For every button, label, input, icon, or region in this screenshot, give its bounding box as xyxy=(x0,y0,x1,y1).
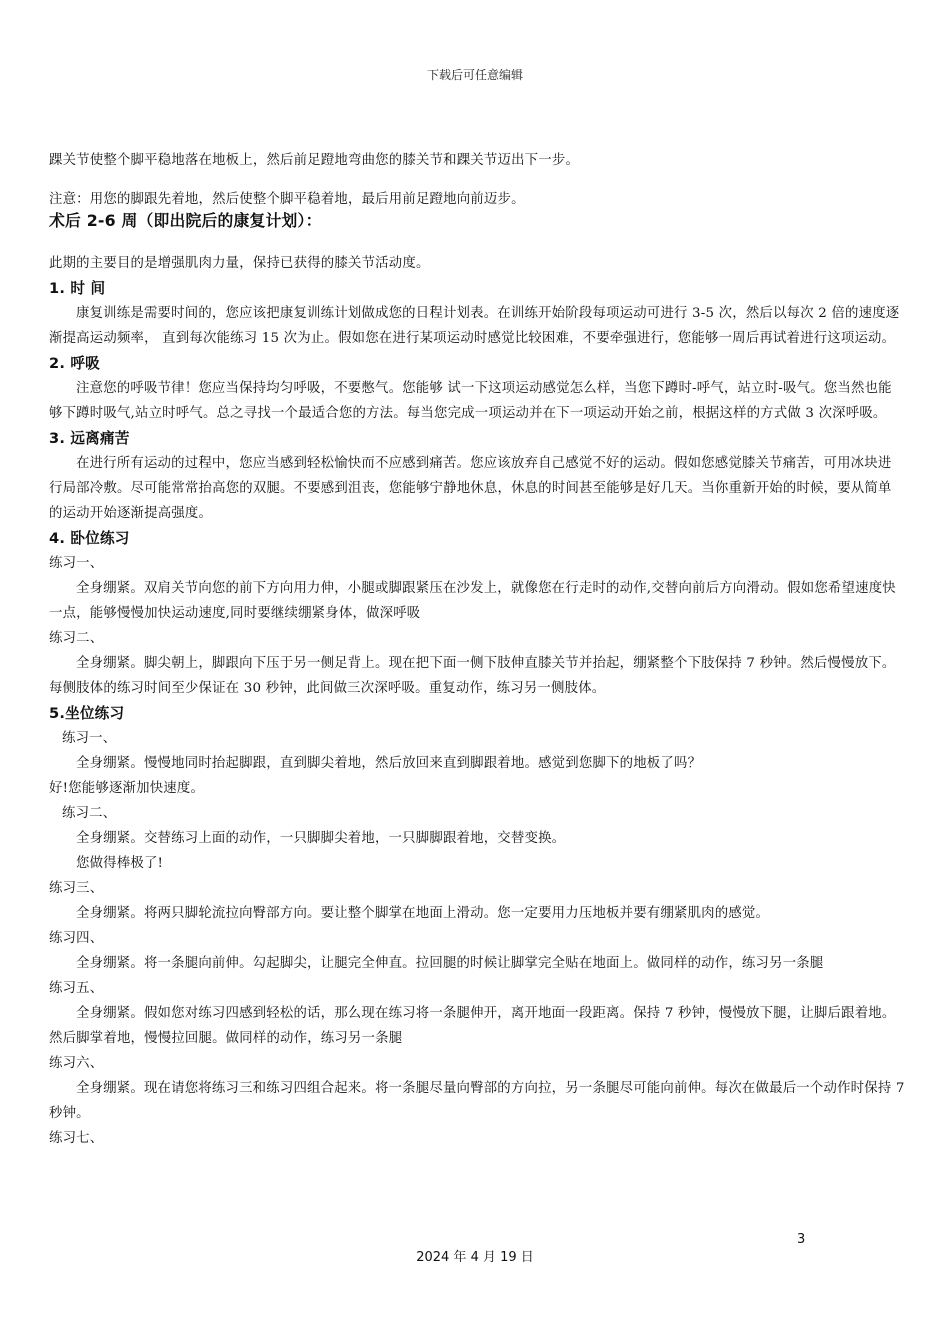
exercise-label: 练习七、 xyxy=(49,1131,104,1146)
page-footer-date: 2024 年 4 月 19 日 xyxy=(416,1250,534,1265)
paragraph: 全身绷紧。将一条腿向前伸。勾起脚尖，让腿完全伸直。拉回腿的时候让脚掌完全贴在地面上。做同样的动作，练习另一条腿 xyxy=(76,956,824,971)
paragraph: 好!您能够逐渐加快速度。 xyxy=(49,781,205,796)
paragraph: 全身绷紧。脚尖朝上，脚跟向下压于另一侧足背上。现在把下面一侧下肢伸直膝关节并抬起，绷紧整个下肢保持 7 秒钟。然后慢慢放下。每侧肢体的练习时间至少保证在 30 秒钟，此间做三次深呼吸。重复动作，练习另一侧肢体。 xyxy=(49,656,896,696)
paragraph: 全身绷紧。将两只脚轮流拉向臀部方向。要让整个脚掌在地面上滑动。您一定要用力压地板并要有绷紧肌肉的感觉。 xyxy=(76,906,770,921)
intro-paragraph: 此期的主要目的是增强肌肉力量，保持已获得的膝关节活动度。 xyxy=(49,256,430,271)
section-heading: 4. 卧位练习 xyxy=(49,530,130,547)
spacer xyxy=(49,173,905,187)
section-heading: 2. 呼吸 xyxy=(49,355,100,372)
section-main-title: 术后 2-6 周（即出院后的康复计划）： xyxy=(49,211,322,230)
exercise-label: 练习五、 xyxy=(49,981,104,996)
section-heading: 1. 时 间 xyxy=(49,280,106,297)
exercise-label: 练习三、 xyxy=(49,881,104,896)
document-body xyxy=(49,148,905,1151)
section-heading: 5.坐位练习 xyxy=(49,705,125,722)
paragraph: 踝关节使整个脚平稳地落在地板上，然后前足蹬地弯曲您的膝关节和踝关节迈出下一步。 xyxy=(49,153,580,168)
exercise-label: 练习四、 xyxy=(49,931,104,946)
paragraph: 注意您的呼吸节律！您应当保持均匀呼吸，不要憋气。您能够 试一下这项运动感觉怎么样，当您下蹲时-呼气，站立时-吸气。您当然也能够下蹲时吸气,站立时呼气。总之寻找一个最适合您的方法。每当您完成一项运动并在下一项运动开始之前，根据这样的方式做 3 次深呼吸。 xyxy=(49,381,892,421)
exercise-label: 练习一、 xyxy=(49,556,104,571)
paragraph: 全身绷紧。现在请您将练习三和练习四组合起来。将一条腿尽量向臀部的方向拉，另一条腿尽可能向前伸。每次在做最后一个动作时保持 7 秒钟。 xyxy=(49,1081,905,1121)
paragraph: 在进行所有运动的过程中，您应当感到轻松愉快而不应感到痛苦。您应该放弃自己感觉不好的运动。假如您感觉膝关节痛苦，可用冰块进行局部冷敷。尽可能常常抬高您的双腿。不要感到沮丧，您能够宁静地休息，休息的时间甚至能够是好几天。当你重新开始的时候，要从简单的运动开始逐渐提高强度。 xyxy=(49,456,892,521)
section-heading: 3. 远离痛苦 xyxy=(49,430,130,447)
exercise-label: 练习六、 xyxy=(49,1056,104,1071)
spacer xyxy=(49,234,905,251)
exercise-label: 练习一、 xyxy=(62,731,117,746)
paragraph: 您做得棒极了! xyxy=(76,856,164,871)
paragraph: 全身绷紧。交替练习上面的动作，一只脚脚尖着地，一只脚脚跟着地，交替变换。 xyxy=(76,831,566,846)
paragraph: 全身绷紧。假如您对练习四感到轻松的话，那么现在练习将一条腿伸开，离开地面一段距离。保持 7 秒钟，慢慢放下腿，让脚后跟着地。然后脚掌着地，慢慢拉回腿。做同样的动作，练习另一条腿 xyxy=(49,1006,896,1046)
paragraph: 康复训练是需要时间的，您应该把康复训练计划做成您的日程计划表。在训练开始阶段每项运动可进行 3-5 次，然后以每次 2 倍的速度逐渐提高运动频率， 直到每次能练习 15 次为止。假如您在进行某项运动时感觉比较困难，不要牵强进行，您能够一周后再试着进行这项运动。 xyxy=(49,306,900,346)
exercise-label: 练习二、 xyxy=(49,631,104,646)
paragraph: 全身绷紧。慢慢地同时抬起脚跟，直到脚尖着地，然后放回来直到脚跟着地。感觉到您脚下的地板了吗？ xyxy=(76,756,702,771)
paragraph: 全身绷紧。双肩关节向您的前下方向用力伸，小腿或脚跟紧压在沙发上，就像您在行走时的动作,交替向前后方向滑动。假如您希望速度快一点，能够慢慢加快运动速度,同时要继续绷紧身体，做深呼吸 xyxy=(49,581,896,621)
exercise-label: 练习二、 xyxy=(62,806,117,821)
page-number: 3 xyxy=(797,1232,806,1247)
paragraph: 注意：用您的脚跟先着地，然后使整个脚平稳着地，最后用前足蹬地向前迈步。 xyxy=(49,192,525,207)
page-header: 下载后可任意编辑 xyxy=(426,68,523,82)
